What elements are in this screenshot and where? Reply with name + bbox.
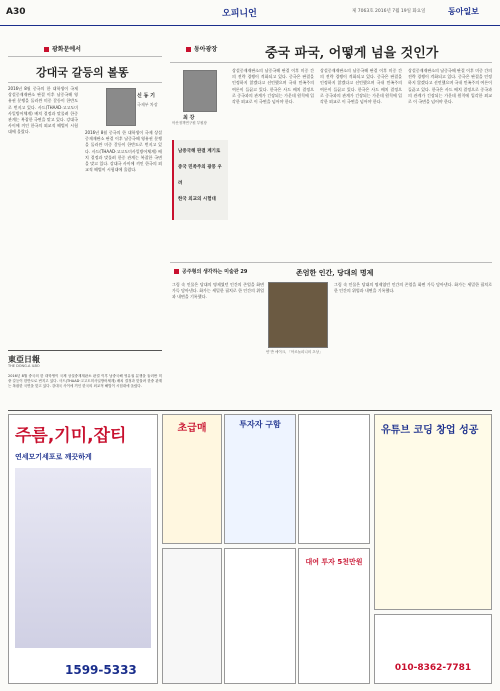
center-column-label: 동아광장 bbox=[186, 44, 217, 53]
right-ad-top[interactable] bbox=[374, 414, 492, 610]
divider bbox=[8, 82, 162, 83]
art-body-1: 그림 속 인물은 당대의 명제였던 인간의 존엄을 화면 가득 담아낸다. 화가는 세밀한 필치로 한 인간의 위엄과 내면을 기록했다. bbox=[172, 282, 264, 300]
right-ad-phone: 010-8362-7781 bbox=[394, 663, 472, 673]
column-label: 광화문에서 bbox=[44, 44, 81, 53]
painting-image bbox=[268, 282, 328, 348]
divider bbox=[8, 56, 162, 57]
columnist-photo bbox=[106, 88, 136, 126]
art-body-2: 그림 속 인물은 당대의 명제였던 인간의 존엄을 화면 가득 담아낸다. 화가는 세밀한 필치로 한 인간의 위엄과 내면을 기록했다. bbox=[334, 282, 492, 294]
pull-quote-1: 남중국해 판결 계기로 bbox=[178, 149, 221, 154]
section-title: 오피니언 bbox=[222, 9, 257, 19]
left-ad-phone: 1599-5333 bbox=[65, 663, 137, 677]
left-headline: 강대국 갈등의 볼똥 bbox=[36, 66, 129, 79]
author-name: 최 강 bbox=[183, 115, 195, 121]
center-headline: 중국 파국, 어떻게 넘을 것인가 bbox=[265, 46, 439, 61]
masthead-info: 2016년 8월 중국의 한 대학생이 국제 상설중재재판소 판결 이후 남중국해 영유권 분쟁을 둘러싼 미중 갈등이 한반도로 번지고 있다. 사드(THAAD·고고도미사일방어체계) 배치 결정과 맞물려 한중 관계는 복잡한 국면을 맞고 있다. 강대국 사이에 끼인 한국의 외교적 해법이 시험대에 올랐다. bbox=[8, 374, 162, 388]
left-ad-body bbox=[15, 468, 151, 648]
left-ad-title: 주름,기미,잡티 bbox=[15, 426, 127, 446]
right-ad-title: 유튜브 코딩 창업 성공 bbox=[381, 425, 479, 436]
columnist-name: 신 동 기 bbox=[137, 93, 155, 99]
left-ad-sub: 연세모기세포로 깨끗하게 bbox=[15, 453, 92, 461]
masthead-subtitle: THE DONG-A ILBO bbox=[8, 364, 40, 368]
center-body-1: 상설중재재판소의 남중국해 판결 이후 미중 간의 전략 경쟁이 격화되고 있다. 중국은 판결을 인정하지 않겠다고 선언했으며 국내 민족주의 여론이 들끓고 있다. 한국은 사드 배치 결정으로 중국과의 관계가 긴장되는 가운데 원칙에 입각한 외교로 이 국면을 넘어야 한다. bbox=[232, 68, 314, 105]
art-column-label: 공주형의 생각하는 미술관 29 bbox=[174, 268, 247, 275]
divider bbox=[170, 62, 492, 63]
center-ad-4[interactable] bbox=[162, 548, 222, 684]
art-headline: 존엄한 인간, 당대의 명제 bbox=[296, 268, 374, 277]
pull-quote-3: 한국 외교의 시험대 bbox=[178, 197, 216, 202]
center-body-3: 상설중재재판소의 남중국해 판결 이후 미중 간의 전략 경쟁이 격화되고 있다. 중국은 판결을 인정하지 않겠다고 선언했으며 국내 민족주의 여론이 들끓고 있다. 한국은 사드 배치 결정으로 중국과의 관계가 긴장되는 가운데 원칙에 입각한 외교로 이 국면을 넘어야 한다. bbox=[408, 68, 492, 105]
columnist-role: 국제부 차장 bbox=[137, 102, 158, 107]
ad-divider bbox=[8, 410, 492, 411]
left-body-2: 2016년 8월 중국의 한 대학생이 국제 상설중재재판소 판결 이후 남중국해 영유권 분쟁을 둘러싼 미중 갈등이 한반도로 번지고 있다. 사드(THAAD·고고도미사일방어체계) 배치 결정과 맞물려 한중 관계는 복잡한 국면을 맞고 있다. 강대국 사이에 끼인 한국의 외교적 해법이 시험대에 올랐다. bbox=[85, 130, 162, 173]
newspaper-name: 동아일보 bbox=[448, 7, 479, 16]
center-ad-2-title: 투자자 구함 bbox=[239, 420, 281, 429]
left-ad[interactable] bbox=[8, 414, 158, 684]
pull-quote-2: 중국 민족주의 광풍 우려 bbox=[178, 165, 222, 186]
author-role: 아산정책연구원 부원장 bbox=[172, 121, 207, 125]
page-number: A30 bbox=[6, 7, 26, 17]
center-ad-1[interactable] bbox=[162, 414, 222, 544]
pull-quote-box bbox=[172, 140, 228, 220]
dateline: 제 7063호 2016년 7월 19일 화요일 bbox=[352, 9, 426, 14]
center-ad-1-title: 초급매 bbox=[177, 423, 207, 434]
divider bbox=[170, 262, 492, 263]
center-ad-6-title: 대여 투자 5천만원 bbox=[305, 558, 363, 566]
center-ad-2[interactable] bbox=[224, 414, 296, 544]
center-ad-3[interactable] bbox=[298, 414, 370, 544]
masthead-name: 東亞日報 bbox=[8, 354, 40, 364]
painting-caption: 얀 반 에이크, 「아르놀피니의 초상」 bbox=[266, 350, 323, 354]
center-ad-6[interactable] bbox=[298, 548, 370, 684]
left-body-1: 2016년 8월 중국의 한 대학생이 국제 상설중재재판소 판결 이후 남중국해 영유권 분쟁을 둘러싼 미중 갈등이 한반도로 번지고 있다. 사드(THAAD·고고도미사일방어체계) 배치 결정과 맞물려 한중 관계는 복잡한 국면을 맞고 있다. 강대국 사이에 끼인 한국의 외교적 해법이 시험대에 올랐다. bbox=[8, 86, 78, 135]
center-body-2: 상설중재재판소의 남중국해 판결 이후 미중 간의 전략 경쟁이 격화되고 있다. 중국은 판결을 인정하지 않겠다고 선언했으며 국내 민족주의 여론이 들끓고 있다. 한국은 사드 배치 결정으로 중국과의 관계가 긴장되는 가운데 원칙에 입각한 외교로 이 국면을 넘어야 한다. bbox=[320, 68, 402, 105]
author-photo bbox=[183, 70, 217, 112]
right-ad-bottom[interactable] bbox=[374, 614, 492, 684]
center-ad-5[interactable] bbox=[224, 548, 296, 684]
